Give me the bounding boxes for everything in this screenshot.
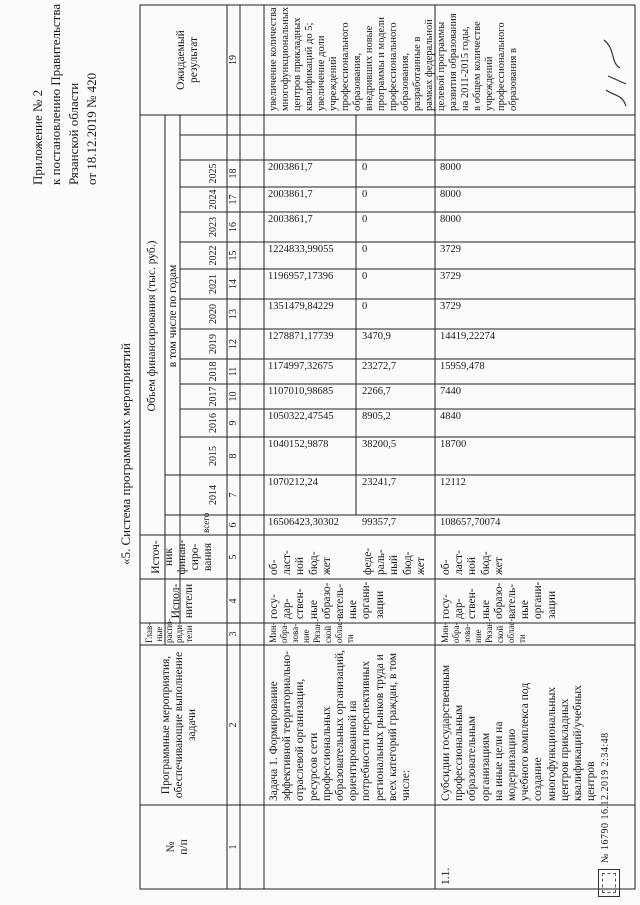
header-by-years: в том числе по годам: [167, 264, 179, 368]
row2-year-2024-0: 8000: [440, 189, 461, 200]
header-managers: Глав- ные распо- ряди- тели: [144, 618, 194, 643]
year-header-2017: 2017: [208, 386, 219, 407]
column-number-7: 7: [228, 492, 239, 498]
row1-year-2016-1: 8905,2: [362, 411, 391, 422]
row2-measure: Субсидии государственным профессиональным образовательным организациям на иные цели на модернизацию учебного комплекса под создание многофункциональных центров прикладных квалификаций/учебных центров: [440, 664, 598, 801]
row1-year-2016-0: 1050322,47545: [268, 411, 334, 422]
column-number-5: 5: [228, 554, 239, 560]
column-number-14: 14: [228, 279, 239, 289]
row2-executor: госу- дар- ствен- ные образо- ватель- ные органи- зации: [440, 581, 558, 619]
registration-seal-icon: [598, 869, 620, 897]
row2-source-regional: об- ласт- ной бюд- жет: [440, 550, 505, 575]
year-header-2020: 2020: [208, 304, 219, 324]
row1-year-2015-0: 1040152,9878: [268, 439, 329, 450]
header-result: Ожидаемый результат: [175, 30, 200, 90]
row2-total-0: 108657,70074: [440, 517, 501, 528]
row2-year-2025-0: 8000: [440, 162, 461, 173]
header-total: всего: [201, 512, 211, 533]
row1-year-2020-1: 0: [362, 301, 368, 312]
row1-year-2022-0: 1224833,99055: [268, 244, 334, 255]
appendix-line-4: от 18.12.2019 № 420: [84, 72, 99, 185]
row1-measure: Задача 1. Формирование эффективной территориально- отраслевой организации, ресурсов сети профессиональных образовательных организаций, ориентированной на потребности перспективных региональных рынков труда и всех категорий граждан, в том числе:: [268, 650, 413, 801]
row1-year-2017-1: 2266,7: [362, 386, 391, 397]
row1-year-2023-1: 0: [362, 214, 368, 225]
header-source: Источ- ник финан- сиро- вания: [150, 539, 214, 575]
year-header-2014: 2014: [208, 485, 219, 505]
year-header-2015: 2015: [208, 446, 219, 466]
row1-year-2024-1: 0: [362, 189, 368, 200]
column-number-19: 19: [228, 55, 239, 65]
pen-mark-icon: [596, 10, 636, 130]
year-header-2021: 2021: [208, 274, 219, 294]
header-executors: Испол- нители: [170, 583, 195, 619]
year-header-2016: 2016: [208, 413, 219, 433]
row2-year-2018-0: 15959,478: [440, 361, 485, 372]
year-header-2024: 2024: [208, 189, 219, 210]
appendix-line-3: Рязанской области: [66, 82, 81, 185]
row2-year-2019-0: 14419,22274: [440, 331, 496, 342]
column-number-18: 18: [228, 168, 239, 179]
row2-year-2014-0: 12112: [440, 477, 466, 488]
row1-year-2019-0: 1278871,17739: [268, 331, 334, 342]
row2-num: 1.1.: [440, 867, 452, 885]
row1-year-2017-0: 1107010,98685: [268, 386, 334, 397]
column-number-13: 13: [228, 309, 239, 319]
row1-executor: госу- дар- ствен- ные образо- ватель- ные органи- зации: [268, 581, 386, 619]
year-header-2023: 2023: [208, 217, 219, 237]
row2-year-2017-0: 7440: [440, 386, 461, 397]
column-number-12: 12: [228, 339, 239, 349]
row2-year-2021-0: 3729: [440, 271, 461, 282]
column-number-10: 10: [228, 391, 239, 402]
row1-year-2021-1: 0: [362, 271, 368, 282]
row1-year-2018-1: 23272,7: [362, 361, 397, 372]
row1-year-2019-1: 3470,9: [362, 331, 391, 342]
column-number-8: 8: [228, 453, 239, 459]
year-header-2019: 2019: [208, 334, 219, 354]
header-measures: Программные мероприятия, обеспечивающие выполнение задачи: [160, 651, 198, 799]
appendix-line-1: Приложение № 2: [30, 89, 45, 185]
appendix-line-2: к постановлению Правительства: [48, 3, 63, 185]
row1-year-2025-0: 2003861,7: [268, 162, 313, 173]
section-title: «5. Система программных мероприятий: [118, 343, 133, 565]
header-financing: Объем финансирования (тыс. руб.): [146, 240, 158, 412]
row1-source-federal: феде- раль- ный бюд- жет: [362, 547, 427, 575]
header-num: № п/п: [165, 839, 190, 855]
row1-year-2022-1: 0: [362, 244, 368, 255]
row1-year-2021-0: 1196957,17396: [268, 271, 334, 282]
row2-year-2022-0: 3729: [440, 244, 461, 255]
row2-manager: Мин- обра- зова- ние Рязан- ской облас- ти: [440, 618, 527, 643]
row1-year-2018-0: 1174997,32675: [268, 361, 334, 372]
registration-stamp: № 16790 16.12.2019 2:34:48: [600, 732, 611, 863]
row1-total-0: 16506423,30302: [268, 517, 339, 528]
row1-result: увеличение количества многофункциональных центров прикладных квалификаций до 5; увеличение доли учреждений профессионального образования, внедривших новые программы и модели профессионального образования, разработанные в рамках федеральной целевой программы развития образования на 2011-2015 годы, в общем количестве учреждений профессионального образования в: [268, 6, 519, 111]
row2-year-2015-0: 18700: [440, 439, 467, 450]
row2-year-2020-0: 3729: [440, 301, 461, 312]
year-header-2022: 2022: [208, 245, 219, 266]
column-number-4: 4: [228, 598, 239, 604]
column-number-6: 6: [228, 522, 239, 528]
row1-year-2023-0: 2003861,7: [268, 214, 313, 225]
row1-total-1: 99357,7: [362, 517, 397, 528]
year-header-2018: 2018: [208, 361, 219, 382]
column-number-2: 2: [228, 722, 239, 728]
column-number-9: 9: [228, 420, 239, 426]
row1-year-2020-0: 1351479,84229: [268, 301, 334, 312]
column-number-16: 16: [228, 222, 239, 232]
row1-year-2025-1: 0: [362, 162, 368, 173]
row2-year-2023-0: 8000: [440, 214, 461, 225]
row1-year-2015-1: 38200,5: [362, 439, 397, 450]
column-number-1: 1: [228, 844, 239, 850]
column-number-11: 11: [228, 366, 239, 377]
year-header-2025: 2025: [208, 163, 219, 184]
row2-year-2016-0: 4840: [440, 411, 461, 422]
row1-year-2014-0: 1070212,24: [268, 477, 318, 488]
row1-year-2024-0: 2003861,7: [268, 189, 313, 200]
column-number-15: 15: [228, 250, 239, 261]
column-number-17: 17: [228, 194, 239, 205]
row1-source-regional: об- ласт- ной бюд- жет: [268, 550, 333, 575]
row1-year-2014-1: 23241,7: [362, 477, 397, 488]
row1-manager: Мин- обра- зова- ние Рязан- ской облас- ти: [268, 618, 355, 643]
column-number-3: 3: [228, 631, 239, 637]
